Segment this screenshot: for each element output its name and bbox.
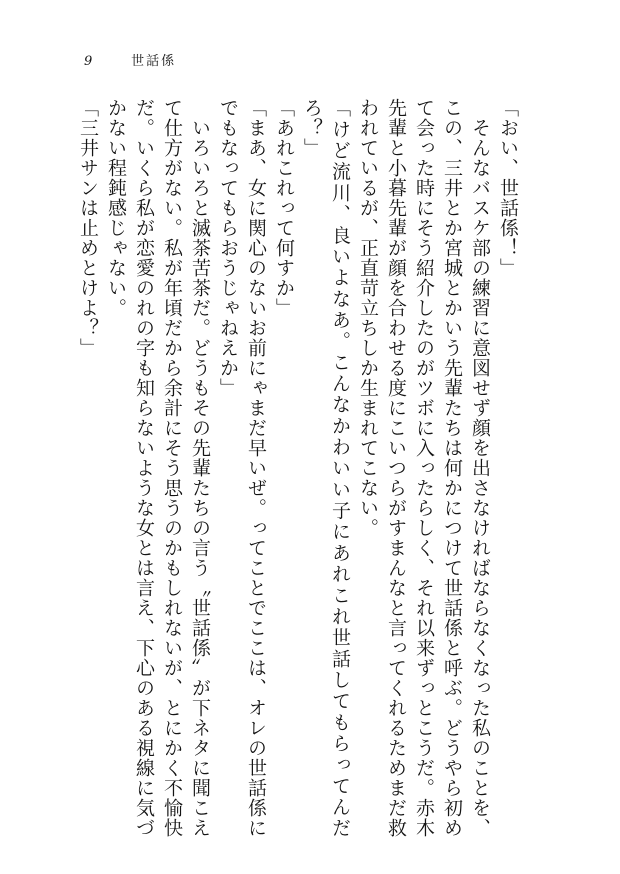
paragraph: 「けど流川、良いよなあ。こんなかわいい子にあれこれ世話してもらってんだろ？」 bbox=[301, 98, 351, 838]
paragraph: 「あれこれって何すか」 bbox=[273, 98, 295, 318]
paragraph: 「まあ、女に関心のないお前にゃまだ早いぜ。ってことでここは、オレの世話係にでもなってもらおうじゃねえか」 bbox=[217, 98, 267, 838]
running-head bbox=[84, 50, 176, 69]
page-number: 9 bbox=[84, 54, 94, 69]
vertical-body-text bbox=[74, 98, 522, 838]
paragraph: 「三井サンは止めとけよ？」 bbox=[77, 98, 99, 358]
paragraph: 「おい、世話係！」 bbox=[497, 98, 519, 278]
paragraph: そんなバスケ部の練習に意図せず顔を出さなければならなくなった私のことを、この、三井とか宮城とかいう先輩たちは何かにつけて世話係と呼ぶ。どうやら初めて会った時にそう紹介したのがツボに入ったらしく、それ以来ずっとこうだ。赤木先輩と小暮先輩が顔を合わせる度にこいつらがすまんなと言ってくれるためまだ救われているが、正直苛立ちしか生まれてこない。 bbox=[357, 98, 491, 838]
paragraph: いろいろと滅茶苦茶だ。どうもその先輩たちの言う〝世話係〟が下ネタに聞こえて仕方がない。私が年頃だから余計にそう思うのかもしれないが、とにかく不愉快だ。いくら私が恋愛のれの字も知らないような女とは言え、下心のある視線に気づかない程鈍感じゃない。 bbox=[105, 98, 211, 838]
chapter-title: 世話係 bbox=[131, 54, 177, 69]
